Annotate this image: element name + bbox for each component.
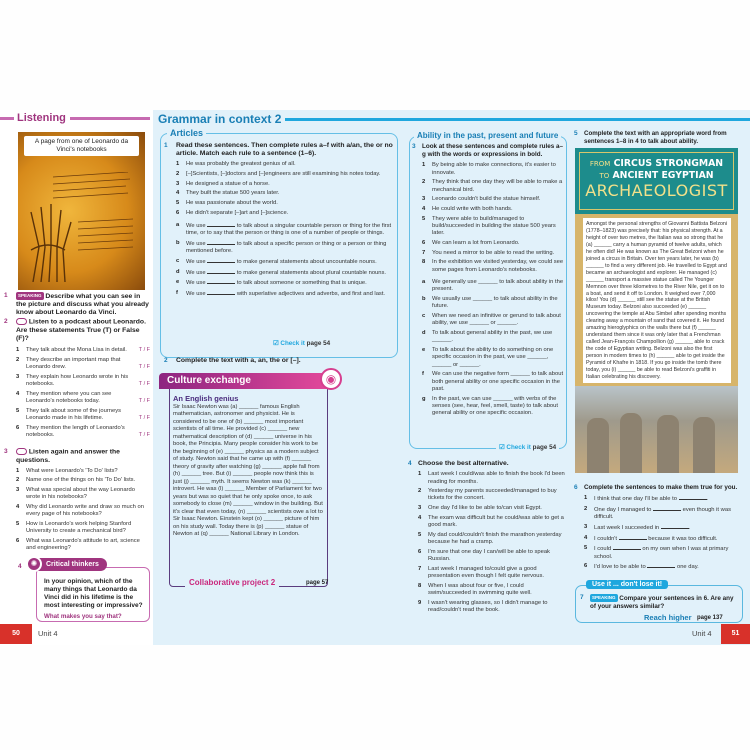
unit-label-right: Unit 4 [692,629,712,638]
true-false-choice[interactable]: T / F [138,431,150,438]
answer-blank[interactable] [613,545,641,550]
list-item: 3 Last week I succeeded in . [584,523,691,531]
list-item: 6 I'd love to be able to one day. [584,563,699,571]
list-item: 5 They were able to build/managed to build/succeeded in building the statue 500 years later. [422,215,556,237]
list-item: 4 He could write with both hands. [422,206,513,213]
list-item[interactable]: 7 Last week I managed to/could give a good presentation even though I felt quite nervous. [418,565,545,580]
rule-item: e To talk about the ability to do something on one specific occasion in the past, we use ______, ______ or ______. [422,346,554,368]
statue-shape [587,418,609,473]
list-item: 3 He designed a statue of a horse. [176,180,270,187]
list-item: 6 We can learn a lot from Leonardo. [422,240,520,247]
rule-item: c We use to make general statements about uncountable nouns. [176,258,377,266]
list-item[interactable]: 5 My dad could/couldn't finish the marathon yesterday because he had a cramp. [418,531,562,546]
list-item: 1 By being able to make connections, it's easier to innovate. [422,162,556,176]
list-item: 6 He didn't separate [–]art and [–]science. [176,209,289,216]
questions-list [4,468,150,553]
answer-blank[interactable] [207,258,235,263]
grammar-title: Grammar in context 2 [158,112,282,126]
question-1: 1 SPEAKING Describe what you can see in the picture and discuss what you already know about Leonardo da Vinci. [4,292,149,317]
grammar-heading [158,112,750,126]
list-item[interactable]: 3 One day I'd like to be able to/can visit Egypt. [418,505,542,512]
rule-item: b We use to talk about a specific person or thing or a person or thing mentioned before. [176,240,387,255]
globe-icon: ◉ [320,368,342,390]
rule-item: f We use with superlative adjectives and adverbs, and first and last. [176,290,386,298]
check-icon: ☑ [499,444,507,451]
question-1-articles: 1 Read these sentences. Then complete rules a–f with a/an, the or no article. Match each rule to a sentence (1–6). 1 He was probably the greatest genius of all. 2 [–]Scientists, [–]doctors and [–]engineers are still examining his notes today. 3 He designed a statue of a horse. 4 They built the statue 500 years later. 5 He was passionate about the world. 6 He didn't separate [–]art and [–]science. a We use to talk about a singular countable person or thing for the first time, or to say that the person or thing is one of a number of people or things. b We use to talk about a specific person or thing or a person or thing mentioned before. c We use to make general statements about uncountable nouns. d We use to make general statements about plural countable nouns. e We use to talk about someone or something that is unique. f We use with superlative adjectives and adverbs, and first and last. [164,142,393,298]
ability-title: Ability in the past, present and future [414,131,561,140]
list-item: 7 You need a mirror to be able to read the writing. [422,249,555,256]
reach-higher-page-ref: page 137 [697,615,723,621]
statue-shape [657,415,679,473]
lightbulb-icon: ✺ [26,556,42,572]
collaborative-project-link[interactable]: Collaborative project 2 [185,578,279,587]
list-item: 4 They mention where you can see Leonardo's notebooks today. T / F [16,390,150,404]
statue-shape [620,413,642,473]
culture-exchange-band: Culture exchange [159,373,327,389]
question-4-number: 4 [18,563,22,570]
list-item: 6 What was Leonardo's attitude to art, science and engineering? [16,538,140,552]
critical-thinkers-badge: Critical thinkers [28,558,107,571]
true-false-choice[interactable]: T / F [138,363,150,370]
abu-simbel-image [575,386,738,473]
list-item: 5 I could on my own when I was at primary school. [584,545,729,560]
reach-higher-link[interactable]: Reach higher [640,613,696,622]
true-false-choice[interactable]: T / F [138,414,150,421]
list-item[interactable]: 4 The exam was difficult but he could/was able to get a good mark. [418,514,564,529]
list-item: 5 They talk about some of the journeys Leonardo made in his lifetime. T / F [16,407,150,421]
example-sentences [164,161,394,298]
list-item: 2 They describe an important map that Leonardo drew. T / F [16,356,150,370]
list-item: 5 How is Leonardo's work helping Stanford University to create a mechanical bird? [16,521,132,535]
rule-item: e We use to talk about someone or something that is unique. [176,279,367,287]
rule-item: g In the past, we can use ______ with verbs of the senses (see, hear, feel, smell, taste) to talk about general ability or one specific occasion. [422,395,558,417]
list-item: 1 He was probably the greatest genius of all. [176,161,296,168]
ability-sentences [412,162,564,417]
use-it-badge: Use it ... don't lose it! [586,580,668,589]
handwriting-decoration [48,172,138,272]
page-number-left: 50 [0,624,32,644]
answer-blank[interactable] [207,290,235,295]
list-item: 4 They built the statue 500 years later. [176,190,280,197]
rule-item: b We usually use ______ to talk about ability in the future. [422,295,558,310]
check-icon: ☑ [273,340,281,347]
collaborative-page-ref: page 57 [306,580,329,586]
question-2-articles: 2 Complete the text with a, an, the or [–]. [164,357,301,364]
answer-blank[interactable] [207,240,235,245]
true-false-list [4,347,150,439]
belzoni-poster [575,148,738,473]
answer-blank[interactable] [647,563,675,568]
list-item: 3 Leonardo couldn't build the statue himself. [422,196,541,203]
heading-rule [0,117,14,120]
list-item: 1 What were Leonardo's 'To Do' lists? [16,467,118,474]
rule-item: c When we need an infinitive or gerund to talk about ability, we use ______ or ______. [422,312,561,327]
unit-label-left: Unit 4 [38,629,58,638]
poster-header: FROM CIRCUS STRONGMAN TO ANCIENT EGYPTIAN ARCHAEOLOGIST [575,148,738,214]
list-item[interactable]: 8 When I was about four or five, I could swim/succeeded in swimming quite well. [418,582,532,597]
critical-thinkers-box: In your opinion, which of the many things that Leonardo da Vinci did in his lifetime is the most interesting or impressive? What makes you say that? [36,567,150,622]
listening-heading [0,112,150,124]
question-3: 3 Listen again and answer the questions. 1 What were Leonardo's 'To Do' lists? 2 Name one of the things on his 'To Do' lists. 3 What was special about the way Leonardo wrote in his notebooks? 4 Why did Leonardo write and draw so much on every page of his notebooks? 5 How is Leonardo's work helping Stanford University to create a mechanical bird? 6 What was Leonardo's attitude to art, science and engineering? [4,448,150,555]
listening-title: Listening [17,112,66,124]
answer-blank[interactable] [207,279,235,284]
list-item: 2 [–]Scientists, [–]doctors and [–]engineers are still examining his notes today. [176,171,381,178]
list-item: 5 He was passionate about the world. [176,200,278,207]
list-item: 3 What was special about the way Leonardo wrote in his notebooks? [16,487,135,501]
culture-exchange-text: An English genius Sir Isaac Newton was (a) ______ famous English mathematician, astronomer and physicist. He is considered to be one of (b) ______ most important scientists of all time. He provided (c) ______ new mathematical description of (d) ______ universe in his book, the Principia. Many people consider his work to be the beginning of (e) ______ physics as a modern subject of study. Newton said that he came up with (f) ______ theory of gravity after watching (g) ______ apple fall from (h) ______ tree. But (i) ______ people now think this is just (j) ______ myth. It seems Newton was (k) ______ introvert. He was (l) ______ Member of Parliament for two years but was so quiet that he only spoke once, to ask somebody to close (m) ______ window in the building. But it's clear that even today, (n) ______ scientists owe a lot to Sir Isaac Newton. Einstein kept (o) ______ picture of him on his study wall. Today there is (p) ______ statue of Newton at (q) ______ National Library in London. [173,394,323,537]
check-it-link[interactable]: ☑ Check it page 54 [270,340,333,347]
list-item[interactable]: 2 Yesterday my parents succeeded/managed to buy tickets for the concert. [418,488,557,502]
audio-track-icon[interactable] [16,448,27,455]
list-item[interactable]: 6 I'm sure that one day I can/will be able to speak Russian. [418,548,550,563]
answer-blank[interactable] [207,222,235,227]
rule-item: a We generally use ______ to talk about ability in the present. [422,279,564,293]
answer-blank[interactable] [679,495,707,500]
question-3-ability: 3 Look at these sentences and complete rules a–g with the words or expressions in bold. 1 By being able to make connections, it's easier to innovate. 2 They think that one day they will be able to make a mechanical bird. 3 Leonardo couldn't build the statue himself. 4 He could write with both hands. 5 They were able to build/managed to build/succeeded in building the statue 500 years later. 6 We can learn a lot from Leonardo. 7 You need a mirror to be able to read the writing. 8 In the exhibition we visited yesterday, we could see some pages from Leonardo's notebooks. a We generally use ______ to talk about ability in the present. b We usually use ______ to talk about ability in the future. c When we need an infinitive or gerund to talk about ability, we use ______ or ______. d To talk about general ability in the past, we use ______. e To talk about the ability to do something on one specific occasion in the past, we use ______, ______ or ______. f We can use the negative form ______ to talk about both general ability or one specific occasion in the past. g In the past, we can use ______ with verbs of the senses (see, hear, feel, smell, taste) to talk about general ability or one specific occasion. [412,143,564,417]
question-7: 7 SPEAKING Compare your sentences in 6. Are any of your answers similar? [580,594,734,610]
list-item: 1 I think that one day I'll be able to . [584,495,709,503]
list-item: 2 They think that one day they will be able to make a mechanical bird. [422,179,563,193]
true-false-choice[interactable]: T / F [138,346,150,353]
rule-item: d To talk about general ability in the past, we use ______. [422,329,553,344]
answer-blank[interactable] [619,535,647,540]
photo-caption: A page from one of Leonardo da Vinci's notebooks [24,136,139,156]
list-item[interactable]: 1 Last week I could/was able to finish the book I'd been reading for months. [418,471,565,485]
rule-item: a We use to talk about a singular countable person or thing for the first time, or to say that the person or thing is one of a number of people or things. [176,222,392,237]
list-item: 2 One day I managed to even though it was difficult. [584,505,731,521]
alternatives-list [408,471,568,614]
answer-blank[interactable] [653,506,681,511]
poster-body-text: Amongst the personal strengths of Giovanni Battista Belzoni (1778–1823) was precisely that: his physical strength. At a height of over two metres, the Italian was so strong that he (a) ______ carry a human pyramid of twelve adults, which he often did! He was known as The Great Belzoni when he joined a circus in Britain. Over ten years later, he was (b) ______ to find a very different job. He travelled to Egypt and became an archaeologist and explorer. He managed (c) ______ transport a massive statue called The Younger Memnon over three kilometres to the River Nile, get it on to a boat, and send it off to London. It weighed over 7,000 kilos! You (d) ______ still see the statue at the British Museum today. Belzoni also succeeded (e) ______ uncovering the temple at Abu Simbel after spending months clearing away a mountain of sand that covered it. He found amazing hieroglyphics on the walls there but (f) ______ understand them since it was only later that a Frenchman called Jean-François Champollion (g) ______ able to crack the code of Egyptian writing. Belzoni was also the first person in modern times to (h) ______ able to get inside the Pyramid of Khafre in 1818. If you go inside the tomb there today, you (i) ______ be able to read Belzoni's graffiti in Italian celebrating his discovery. [583,218,731,383]
articles-title: Articles [167,128,206,138]
list-item: 2 Name one of the things on his 'To Do' lists. [16,477,136,484]
speaking-badge: SPEAKING [590,594,618,602]
list-item: 4 I couldn't because it was too difficult. [584,534,718,542]
true-false-choice[interactable]: T / F [138,397,150,404]
leonardo-notebook-photo [18,132,145,290]
speaking-badge: SPEAKING [16,292,44,300]
rule-item: d We use to make general statements about plural countable nouns. [176,268,387,276]
heading-rule [285,118,750,121]
rule-item: f We can use the negative form ______ to talk about both general ability or one specific occasion in the past. [422,371,564,392]
list-item: 4 Why did Leonardo write and draw so much on every page of his notebooks? [16,504,144,518]
heading-rule [70,117,150,120]
answer-blank[interactable] [207,269,235,274]
statue-shape [693,417,715,473]
true-false-choice[interactable]: T / F [138,380,150,387]
list-item: 3 They explain how Leonardo wrote in his notebooks. T / F [16,373,150,387]
culture-title: An English genius [173,394,239,403]
list-item: 1 They talk about the Mona Lisa in detail. T / F [16,346,150,353]
question-2: 2 Listen to a podcast about Leonardo. Are these statements True (T) or False (F)? 1 They talk about the Mona Lisa in detail. T / F 2 They describe an important map that Leonardo drew. T / F 3 They explain how Leonardo wrote in his notebooks. T / F 4 They mention where you can see Leonardo's notebooks today. T / F 5 They talk about some of the journeys Leonardo made in his lifetime. T / F 6 They mention the length of Leonardo's notebooks. T / F [4,318,150,438]
personal-sentences [574,495,746,571]
list-item: 6 They mention the length of Leonardo's notebooks. T / F [16,424,150,438]
answer-blank[interactable] [661,524,689,529]
question-5: 5 Complete the text with an appropriate word from sentences 1–8 in 4 to talk about ability. [574,130,727,146]
list-item: 8 In the exhibition we visited yesterday, we could see some pages from Leonardo's notebooks. [422,259,564,273]
check-it-link[interactable]: ☑ Check it page 54 [496,444,559,451]
question-4-alternatives: 4 Choose the best alternative. 1 Last week I could/was able to finish the book I'd been reading for months. 2 Yesterday my parents succeeded/managed to buy tickets for the concert. 3 One day I'd like to be able to/can visit Egypt. 4 The exam was difficult but he could/was able to get a good mark. 5 My dad could/couldn't finish the marathon yesterday because he had a cramp. 6 I'm sure that one day I can/will be able to speak Russian. 7 Last week I managed to/could give a good presentation even though I felt quite nervous. 8 When I was about four or five, I could swim/succeeded in swimming quite well. 9 I wasn't wearing glasses, so I didn't manage to read/couldn't read the book. [408,460,568,617]
page-number-right: 51 [721,624,750,644]
question-6: 6 Complete the sentences to make them true for you. 1 I think that one day I'll be able to . 2 One day I managed to even though it was difficult. 3 Last week I succeeded in . 4 I couldn't because it was too difficult. 5 I could on my own when I was at primary school. 6 I'd love to be able to one day. [574,484,746,574]
audio-track-icon[interactable] [16,318,27,325]
list-item[interactable]: 9 I wasn't wearing glasses, so I didn't manage to read/couldn't read the book. [418,599,548,614]
